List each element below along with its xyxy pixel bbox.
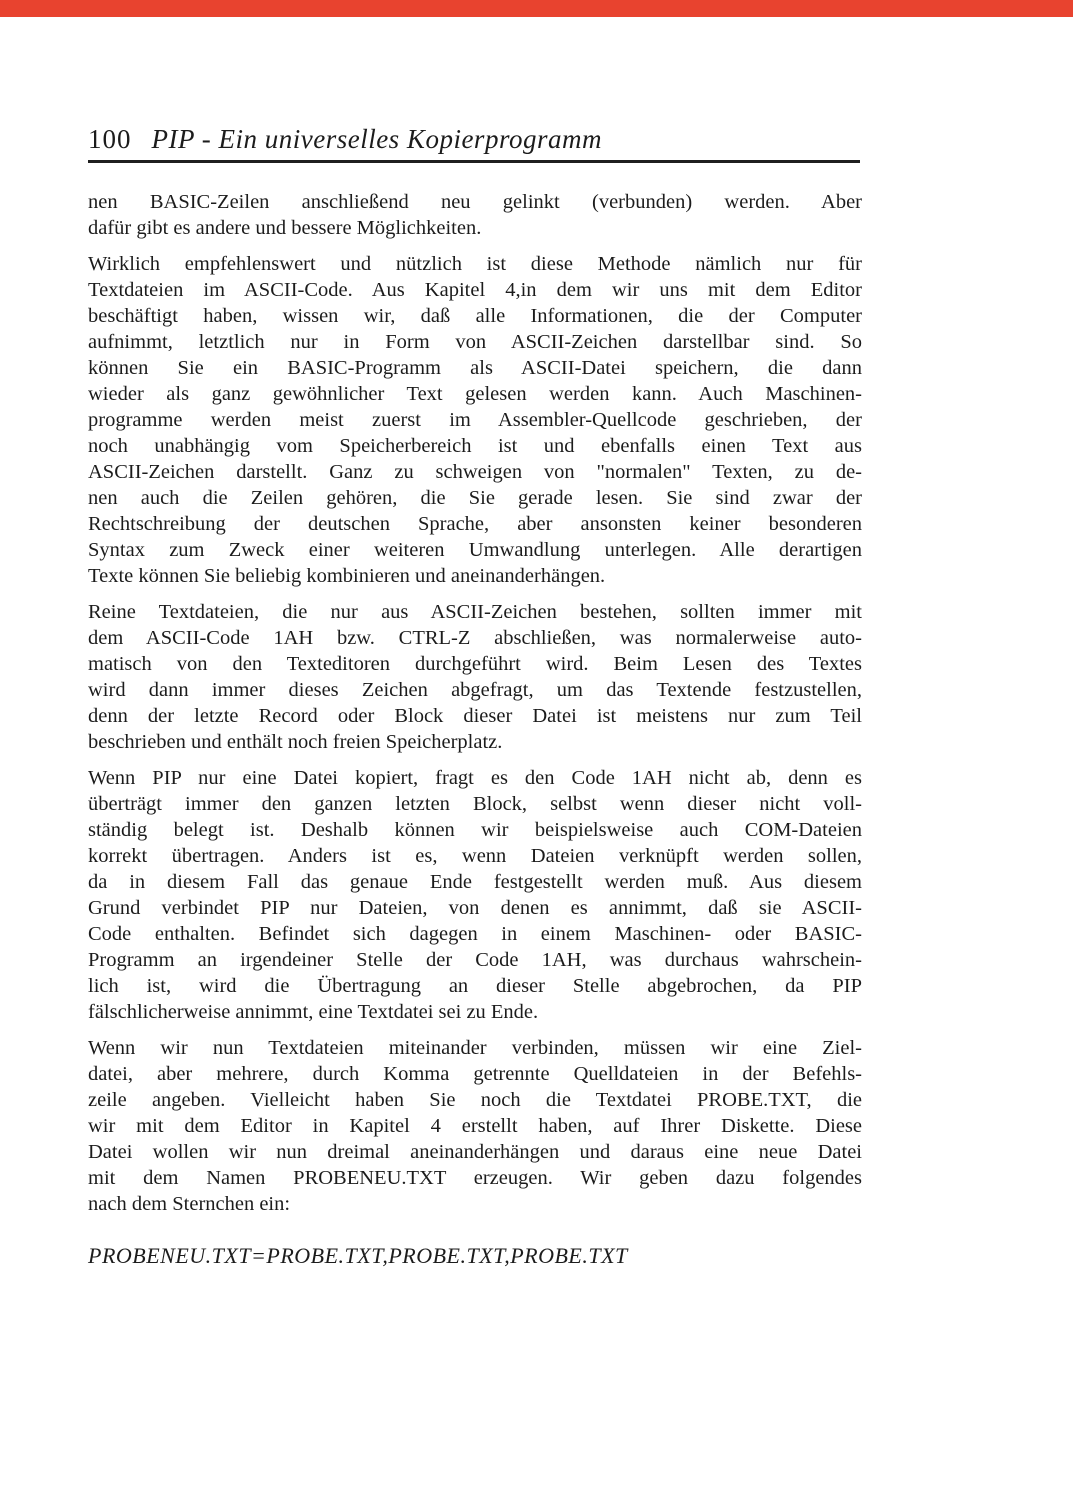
paragraph xyxy=(88,765,862,1025)
body-text xyxy=(88,189,862,1269)
text-line: datei, aber mehrere, durch Komma getrennte Quelldateien in der Befehls- xyxy=(88,1063,862,1085)
text-line: korrekt übertragen. Anders ist es, wenn Dateien verknüpft werden sollen, xyxy=(88,845,862,867)
text-line: nen BASIC-Zeilen anschließend neu gelinkt (verbunden) werden. Aber xyxy=(88,191,862,213)
header-rule xyxy=(88,160,860,163)
text-line: beschrieben und enthält noch freien Speicherplatz. xyxy=(88,731,503,753)
text-line: Wenn wir nun Textdateien miteinander verbinden, müssen wir eine Ziel- xyxy=(88,1037,862,1059)
text-line: Grund verbindet PIP nur Dateien, von denen es annimmt, daß sie ASCII- xyxy=(88,897,862,919)
page-header xyxy=(88,124,862,155)
text-line: da in diesem Fall das genaue Ende festgestellt werden muß. Aus diesem xyxy=(88,871,862,893)
text-line: Code enthalten. Befindet sich dagegen in einem Maschinen- oder BASIC- xyxy=(88,923,862,945)
page-number: 100 xyxy=(88,124,132,154)
text-line: beschäftigt haben, wissen wir, daß alle Informationen, die der Computer xyxy=(88,305,862,327)
paragraph xyxy=(88,599,862,755)
paragraph xyxy=(88,1035,862,1217)
text-line: nach dem Sternchen ein: xyxy=(88,1193,291,1215)
text-line: ständig belegt ist. Deshalb können wir beispielsweise auch COM-Dateien xyxy=(88,819,862,841)
text-line: Syntax zum Zweck einer weiteren Umwandlung unterlegen. Alle derartigen xyxy=(88,539,862,561)
text-line: ASCII-Zeichen darstellt. Ganz zu schweigen von "normalen" Texten, zu de- xyxy=(88,461,862,483)
text-line: aufnimmt, letztlich nur in Form von ASCII-Zeichen darstellbar sind. So xyxy=(88,331,862,353)
text-line: fälschlicherweise annimmt, eine Textdatei sei zu Ende. xyxy=(88,1001,539,1023)
text-line: dafür gibt es andere und bessere Möglichkeiten. xyxy=(88,217,482,239)
paragraph xyxy=(88,251,862,589)
text-line: Texte können Sie beliebig kombinieren und aneinanderhängen. xyxy=(88,565,606,587)
text-line: programme werden meist zuerst im Assembler-Quellcode geschrieben, der xyxy=(88,409,862,431)
chapter-title: PIP - Ein universelles Kopierprogramm xyxy=(151,124,602,154)
text-line: mit dem Namen PROBENEU.TXT erzeugen. Wir geben dazu folgendes xyxy=(88,1167,862,1189)
text-line: wird dann immer dieses Zeichen abgefragt, um das Textende festzustellen, xyxy=(88,679,862,701)
text-line: zeile angeben. Vielleicht haben Sie noch die Textdatei PROBE.TXT, die xyxy=(88,1089,862,1111)
text-line: Textdateien im ASCII-Code. Aus Kapitel 4,in dem wir uns mit dem Editor xyxy=(88,279,862,301)
text-line: Wirklich empfehlenswert und nützlich ist diese Methode nämlich nur für xyxy=(88,253,862,275)
text-line: dem ASCII-Code 1AH bzw. CTRL-Z abschließen, was normalerweise auto- xyxy=(88,627,862,649)
text-line: Datei wollen wir nun dreimal aneinanderhängen und daraus eine neue Datei xyxy=(88,1141,862,1163)
text-line: lich ist, wird die Übertragung an dieser Stelle abgebrochen, da PIP xyxy=(88,975,862,997)
text-line: wir mit dem Editor in Kapitel 4 erstellt haben, auf Ihrer Diskette. Diese xyxy=(88,1115,862,1137)
text-line: können Sie ein BASIC-Programm als ASCII-Datei speichern, die dann xyxy=(88,357,862,379)
text-line: noch unabhängig vom Speicherbereich ist und ebenfalls einen Text aus xyxy=(88,435,862,457)
paragraph xyxy=(88,189,862,241)
text-line: Programm an irgendeiner Stelle der Code 1AH, was durchaus wahrschein- xyxy=(88,949,862,971)
text-line: überträgt immer den ganzen letzten Block, selbst wenn dieser nicht voll- xyxy=(88,793,862,815)
top-bar xyxy=(0,0,1073,17)
text-line: Reine Textdateien, die nur aus ASCII-Zeichen bestehen, sollten immer mit xyxy=(88,601,862,623)
text-line: Rechtschreibung der deutschen Sprache, aber ansonsten keiner besonderen xyxy=(88,513,862,535)
text-line: matisch von den Texteditoren durchgeführt wird. Beim Lesen des Textes xyxy=(88,653,862,675)
text-line: denn der letzte Record oder Block dieser Datei ist meistens nur zum Teil xyxy=(88,705,862,727)
text-line: nen auch die Zeilen gehören, die Sie gerade lesen. Sie sind zwar der xyxy=(88,487,862,509)
text-line: Wenn PIP nur eine Datei kopiert, fragt es den Code 1AH nicht ab, denn es xyxy=(88,767,862,789)
text-line: wieder als ganz gewöhnlicher Text gelesen werden kann. Auch Maschinen- xyxy=(88,383,862,405)
command-line: PROBENEU.TXT=PROBE.TXT,PROBE.TXT,PROBE.TXT xyxy=(88,1243,628,1268)
